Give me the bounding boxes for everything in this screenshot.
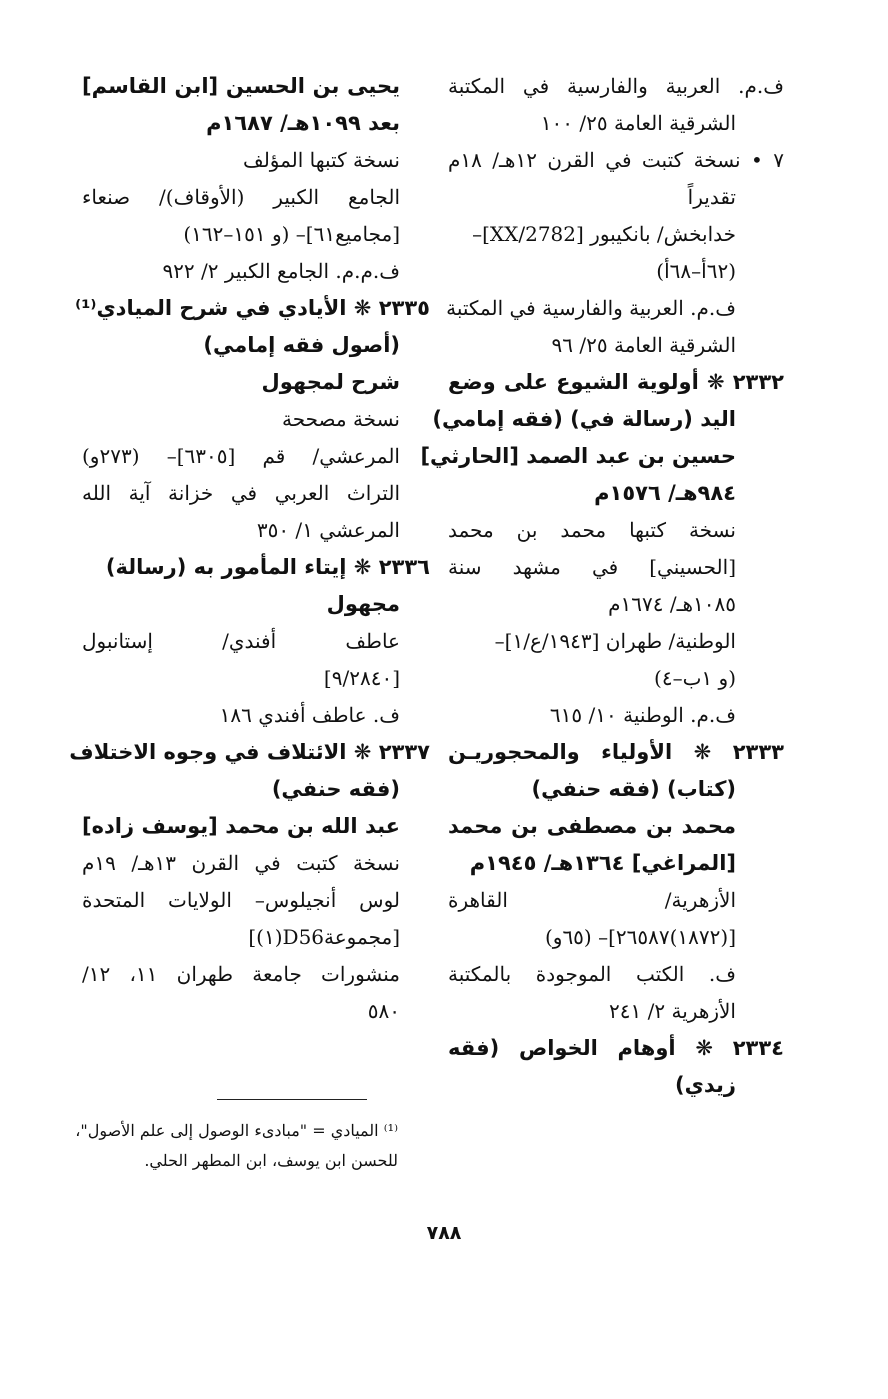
entry-heading-line: اليد (رسالة في) (فقه إمامي) bbox=[432, 407, 736, 431]
page-number: ٧٨٨ bbox=[426, 1222, 462, 1244]
entry-text-line: المرعشي ١/ ٣٥٠ bbox=[256, 518, 400, 542]
footnote bbox=[60, 1116, 398, 1176]
entry-text-line: لوس أنجيلوس– الولايات المتحدة bbox=[82, 888, 400, 912]
entry-text-line: منشورات جامعة طهران ١١، ١٢/ bbox=[82, 962, 401, 986]
entry-text-line: [(١٨٧٢)٢٦٥٨٧]– (٦٥و) bbox=[544, 925, 736, 949]
entry-text-line: ٥٨٠ bbox=[367, 999, 400, 1023]
entry-text-line: ٧ • نسخة كتبت في القرن ١٢هـ/ ١٨م bbox=[448, 148, 784, 172]
entry-heading-line: ٢٣٣٥ ❋ الأيادي في شرح الميادي⁽¹⁾ bbox=[75, 296, 430, 320]
entry-heading-line: (فقه حنفي) bbox=[271, 777, 400, 801]
entry-heading-line: ٢٣٣٧ ❋ الائتلاف في وجوه الاختلاف bbox=[69, 740, 430, 764]
entry-text-line: الشرقية العامة ٢٥/ ١٠٠ bbox=[540, 111, 736, 135]
footnote-line: ⁽¹⁾ الميادي = "مبادىء الوصول إلى علم الأصول"، bbox=[75, 1121, 398, 1140]
footnote-separator bbox=[217, 1099, 367, 1100]
entry-text-line: ١٠٨٥هـ/ ١٦٧٤م bbox=[608, 592, 736, 616]
entry-text-line: الوطنية/ طهران [١٩٤٣/ع/١]– bbox=[494, 629, 736, 653]
entry-heading-line: [المراغي] ١٣٦٤هـ/ ١٩٤٥م bbox=[469, 851, 736, 875]
entry-heading-line: بعد ١٠٩٩هـ/ ١٦٨٧م bbox=[206, 111, 400, 135]
entry-text-line: [مجاميع٦١]– (و ١٥١–١٦٢) bbox=[183, 222, 400, 246]
entry-text-line: عاطف أفندي/ إستانبول bbox=[82, 629, 400, 653]
right-column bbox=[420, 68, 784, 1104]
entry-heading-line: (أصول فقه إمامي) bbox=[203, 333, 400, 357]
entry-heading-line: زيدي) bbox=[675, 1073, 736, 1097]
entry-text-line: [الحسيني] في مشهد سنة bbox=[448, 555, 736, 579]
entry-heading-line: ٢٣٣٣ ❋ الأولياء والمحجوريـن bbox=[448, 740, 784, 764]
entry-text-line: [٩/٢٨٤٠] bbox=[323, 666, 400, 690]
entry-heading-line: يحيى بن الحسين [ابن القاسم] bbox=[82, 74, 400, 98]
entry-heading-line: شرح لمجهول bbox=[261, 370, 400, 394]
entry-text-line: نسخة كتبها المؤلف bbox=[242, 148, 400, 172]
entry-heading-line: حسين بن عبد الصمد [الحارثي] bbox=[420, 444, 736, 468]
entry-heading-line: مجهول bbox=[326, 592, 400, 616]
entry-heading-line: عبد الله بن محمد [يوسف زاده] bbox=[82, 814, 400, 838]
entry-text-line: تقديراً bbox=[687, 185, 736, 209]
entry-text-line: [مجموعةD56(١)] bbox=[248, 925, 400, 949]
entry-text-line: ف.م. العربية والفارسية في المكتبة bbox=[446, 296, 736, 320]
entry-text-line: الأزهرية ٢/ ٢٤١ bbox=[609, 999, 736, 1023]
entry-text-line: خدابخش/ بانكيبور [2782/XX]– bbox=[472, 222, 736, 246]
entry-text-line: ف. عاطف أفندي ١٨٦ bbox=[219, 703, 400, 727]
entry-text-line: ف.م.م. الجامع الكبير ٢/ ٩٢٢ bbox=[162, 259, 400, 283]
entry-heading-line: ٢٣٣٤ ❋ أوهام الخواص (فقه bbox=[448, 1036, 784, 1060]
entry-text-line: الأزهرية/ القاهرة bbox=[448, 888, 736, 912]
entry-text-line: الجامع الكبير (الأوقاف)/ صنعاء bbox=[82, 185, 400, 209]
entry-text-line: المرعشي/ قم [٦٣٠٥]– (٢٧٣و) bbox=[82, 444, 400, 468]
entry-heading-line: (كتاب) (فقه حنفي) bbox=[531, 777, 736, 801]
entry-heading-line: ٩٨٤هـ/ ١٥٧٦م bbox=[594, 481, 736, 505]
entry-text-line: نسخة كتبت في القرن ١٣هـ/ ١٩م bbox=[82, 851, 400, 875]
entry-text-line: ف.م. العربية والفارسية في المكتبة bbox=[448, 74, 784, 98]
entry-text-line: التراث العربي في خزانة آية الله bbox=[82, 481, 400, 505]
entry-text-line: نسخة كتبها محمد بن محمد bbox=[448, 518, 736, 542]
entry-text-line: (و ١ب–٤) bbox=[654, 666, 736, 690]
entry-text-line: الشرقية العامة ٢٥/ ٩٦ bbox=[551, 333, 736, 357]
entry-heading-line: محمد بن مصطفى بن محمد bbox=[448, 814, 736, 838]
entry-text-line: ف. الكتب الموجودة بالمكتبة bbox=[448, 962, 736, 986]
entry-heading-line: ٢٣٣٦ ❋ إيتاء المأمور به (رسالة) bbox=[105, 555, 430, 579]
entry-text-line: ف.م. الوطنية ١٠/ ٦١٥ bbox=[549, 703, 736, 727]
footnote-line: للحسن ابن يوسف، ابن المطهر الحلي. bbox=[144, 1151, 398, 1170]
entry-heading-line: ٢٣٣٢ ❋ أولوية الشيوع على وضع bbox=[448, 370, 784, 394]
entry-text-line: نسخة مصححة bbox=[282, 407, 400, 431]
left-column bbox=[69, 68, 430, 1030]
entry-text-line: (٦٢أ–٦٨أ) bbox=[656, 259, 736, 283]
